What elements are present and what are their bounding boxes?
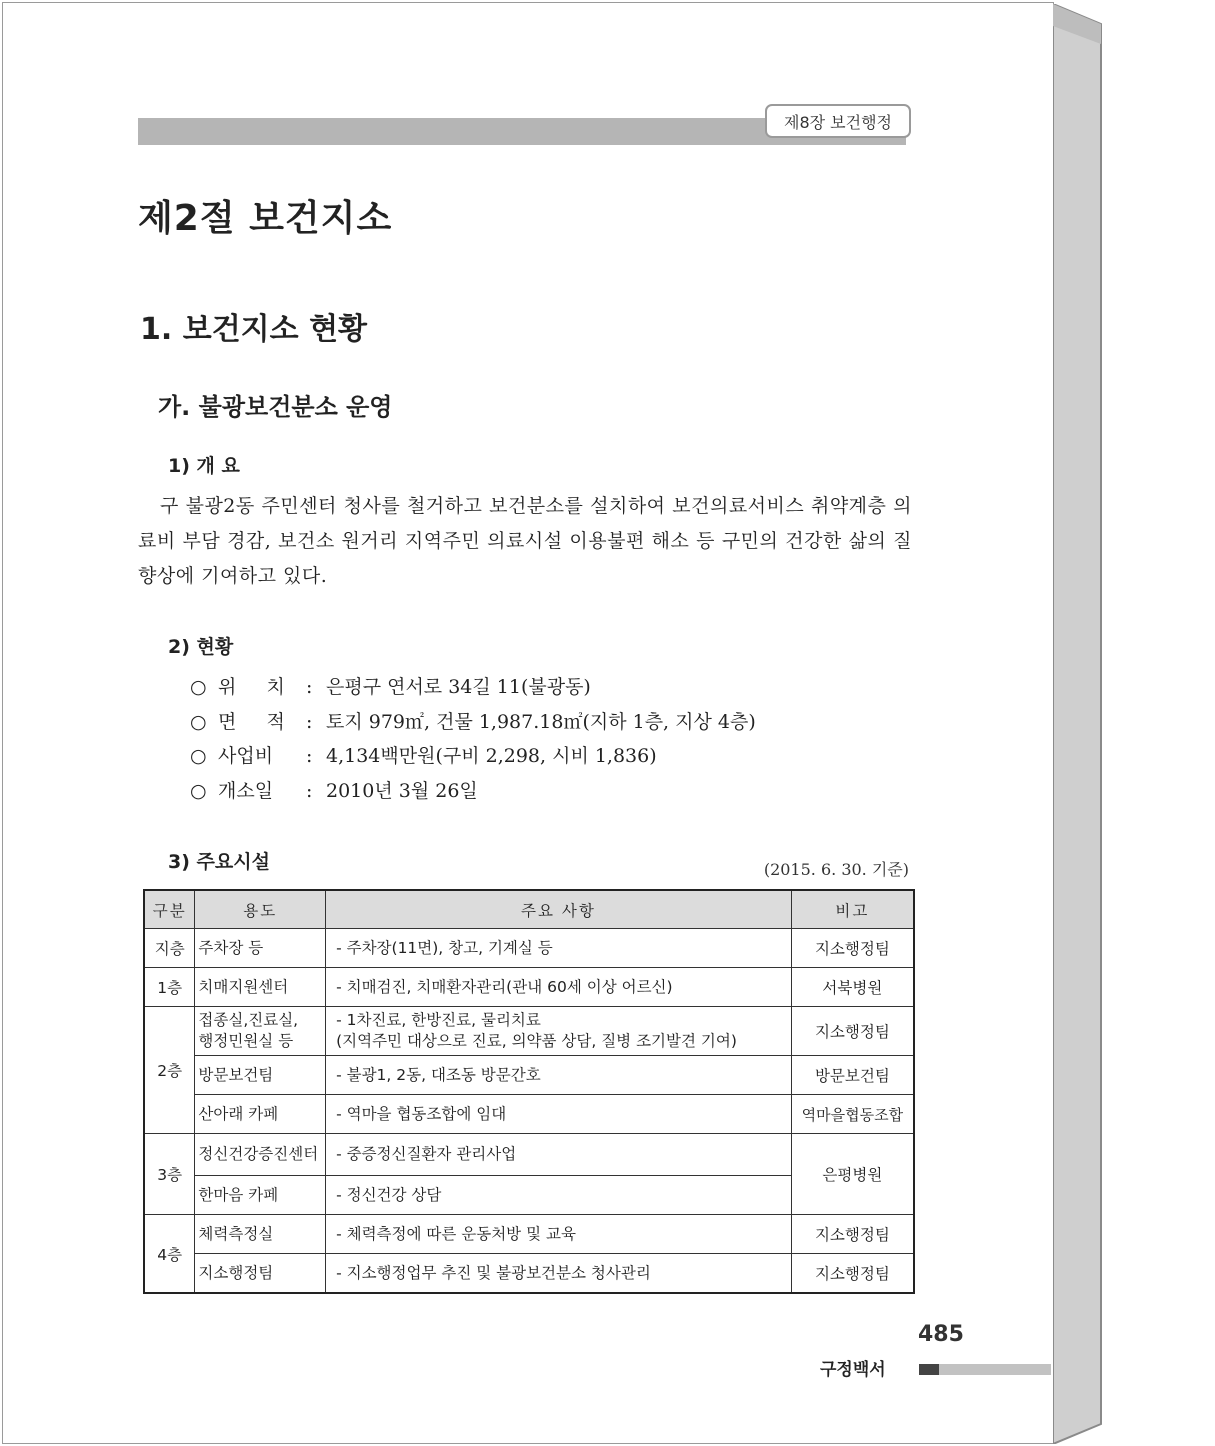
detail-cell: - 역마을 협동조합에 임대 xyxy=(326,1095,792,1134)
book-spine xyxy=(1053,4,1103,1444)
floor-cell: 3층 xyxy=(144,1134,195,1215)
floor-cell: 4층 xyxy=(144,1215,195,1294)
note-cell: 지소행정팀 xyxy=(791,1215,914,1254)
overview-text: 구 불광2동 주민센터 청사를 철거하고 보건분소를 설치하여 보건의료서비스 취약계층 의료비 부담 경감, 보건소 원거리 지역주민 의료시설 이용불편 해소 등 구민의 건강한 삶의 질 향상에 기여하고 있다. xyxy=(138,495,912,587)
table-row xyxy=(144,1215,914,1254)
status-list xyxy=(190,670,756,808)
status-value: 4,134백만원(구비 2,298, 시비 1,836) xyxy=(326,745,657,767)
note-cell: 지소행정팀 xyxy=(791,1007,914,1056)
detail-cell: - 1차진료, 한방진료, 물리치료 (지역주민 대상으로 진료, 의약품 상담, 질병 조기발견 기여) xyxy=(326,1007,792,1056)
footer-bar-marker xyxy=(919,1364,939,1375)
heading-2: 가. 불광보건분소 운영 xyxy=(158,393,393,421)
table-row xyxy=(144,929,914,968)
table-row xyxy=(144,1134,914,1176)
note-cell: 방문보건팀 xyxy=(791,1056,914,1095)
note-cell: 지소행정팀 xyxy=(791,1254,914,1294)
status-label: 개소일 xyxy=(218,779,274,802)
chapter-label: 제8장 보건행정 xyxy=(783,112,892,132)
basis-date: (2015. 6. 30. 기준) xyxy=(763,860,909,879)
table-header-row xyxy=(144,890,914,929)
use-cell: 정신건강증진센터 xyxy=(195,1134,326,1176)
chapter-tab xyxy=(765,104,911,138)
status-label: 위 치 xyxy=(218,676,285,698)
bullet: ○ xyxy=(190,710,207,733)
table-row xyxy=(144,968,914,1007)
status-heading: 2) 현황 xyxy=(168,636,234,658)
floor-cell: 1층 xyxy=(144,968,195,1007)
column-header: 구분 xyxy=(144,890,195,929)
use-cell: 산아래 카페 xyxy=(195,1095,326,1134)
status-label: 면 적 xyxy=(218,710,285,733)
detail-cell: - 지소행정업무 추진 및 불광보건분소 청사관리 xyxy=(326,1254,792,1294)
use-cell: 치매지원센터 xyxy=(195,968,326,1007)
page-number: 485 xyxy=(918,1322,964,1347)
note-cell: 서북병원 xyxy=(791,968,914,1007)
detail-cell: - 체력측정에 따른 운동처방 및 교육 xyxy=(326,1215,792,1254)
list-item: ○ 개소일 : 2010년 3월 26일 xyxy=(190,774,756,809)
section-title: 제2절 보건지소 xyxy=(138,198,393,239)
table-row xyxy=(144,1007,914,1056)
facilities-heading: 3) 주요시설 xyxy=(168,851,270,873)
overview-heading: 1) 개 요 xyxy=(168,455,240,477)
bullet: ○ xyxy=(190,779,207,802)
list-item: ○ 사업비 : 4,134백만원(구비 2,298, 시비 1,836) xyxy=(190,739,756,774)
floor-cell: 2층 xyxy=(144,1007,195,1134)
detail-cell: - 주차장(11면), 창고, 기계실 등 xyxy=(326,929,792,968)
detail-cell: - 불광1, 2동, 대조동 방문간호 xyxy=(326,1056,792,1095)
bullet: ○ xyxy=(190,676,207,698)
status-label: 사업비 xyxy=(218,745,274,767)
use-cell: 방문보건팀 xyxy=(195,1056,326,1095)
status-value: 토지 979㎡, 건물 1,987.18㎡(지하 1층, 지상 4층) xyxy=(326,710,756,733)
heading-1: 1. 보건지소 현황 xyxy=(140,312,368,347)
note-cell: 은평병원 xyxy=(791,1134,914,1215)
list-item: ○ 위 치 : 은평구 연서로 34길 11(불광동) xyxy=(190,670,756,705)
column-header: 비고 xyxy=(791,890,914,929)
use-cell: 한마음 카페 xyxy=(195,1176,326,1215)
table-row xyxy=(144,1095,914,1134)
table-row xyxy=(144,1254,914,1294)
detail-cell: - 치매검진, 치매환자관리(관내 60세 이상 어르신) xyxy=(326,968,792,1007)
detail-cell: - 정신건강 상담 xyxy=(326,1176,792,1215)
note-cell: 지소행정팀 xyxy=(791,929,914,968)
use-cell: 주차장 등 xyxy=(195,929,326,968)
status-value: 은평구 연서로 34길 11(불광동) xyxy=(326,676,591,698)
note-cell: 역마을협동조합 xyxy=(791,1095,914,1134)
bullet: ○ xyxy=(190,745,207,767)
use-cell: 지소행정팀 xyxy=(195,1254,326,1294)
detail-cell: - 중증정신질환자 관리사업 xyxy=(326,1134,792,1176)
use-cell: 체력측정실 xyxy=(195,1215,326,1254)
book-title: 구정백서 xyxy=(820,1360,886,1380)
use-cell: 접종실,진료실, 행정민원실 등 xyxy=(195,1007,326,1056)
status-value: 2010년 3월 26일 xyxy=(326,779,478,802)
table-row xyxy=(144,1056,914,1095)
facility-table xyxy=(143,889,915,1294)
floor-cell: 지층 xyxy=(144,929,195,968)
column-header: 주요 사항 xyxy=(326,890,792,929)
column-header: 용도 xyxy=(195,890,326,929)
list-item: ○ 면 적 : 토지 979㎡, 건물 1,987.18㎡(지하 1층, 지상 4층) xyxy=(190,705,756,740)
